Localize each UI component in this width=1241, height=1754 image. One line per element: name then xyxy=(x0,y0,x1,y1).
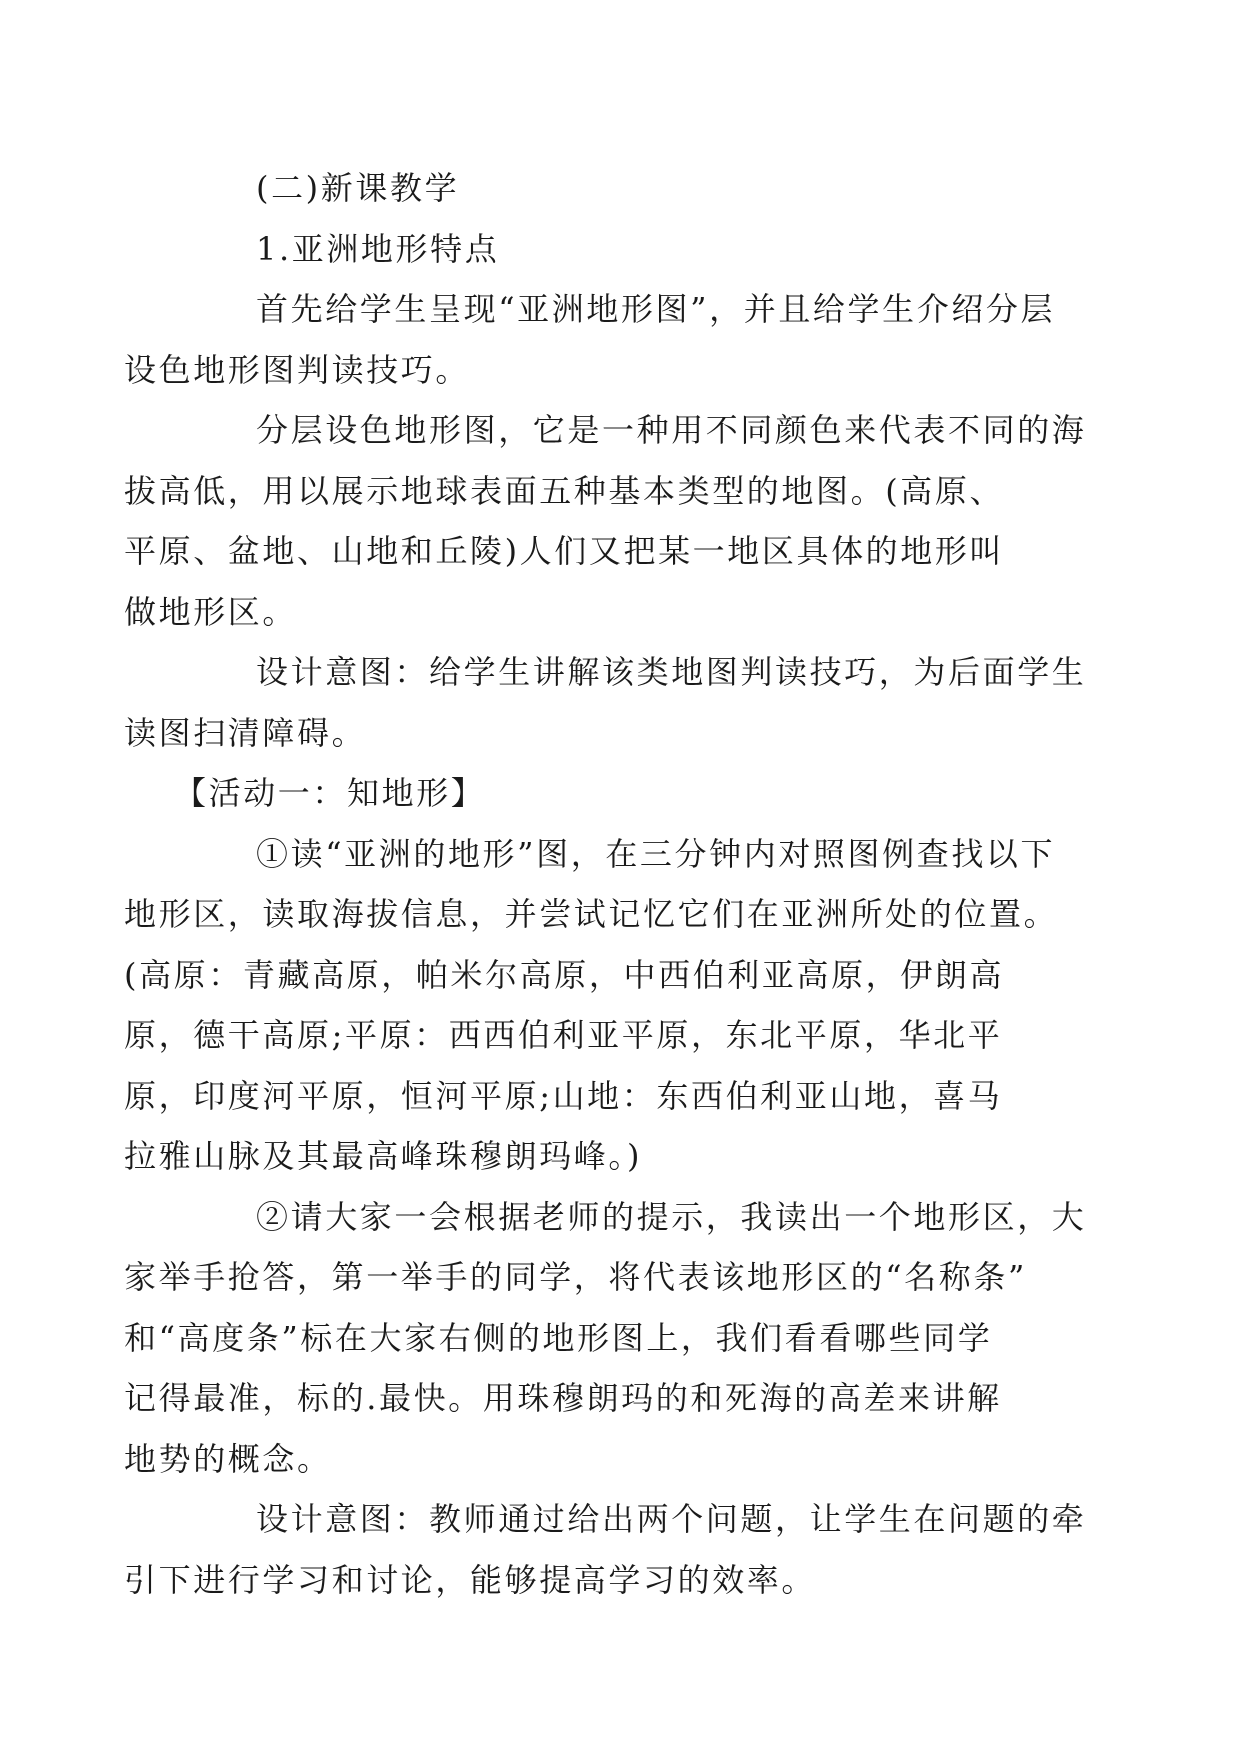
paragraph-line: 做地形区。 xyxy=(124,592,298,631)
paragraph-line: 地形区，读取海拔信息，并尝试记忆它们在亚洲所处的位置。 xyxy=(124,895,1059,933)
paragraph-design-intent-1 xyxy=(124,642,1087,763)
paragraph-line: ①读“亚洲的地形”图，在三分钟内对照图例查找以下 xyxy=(256,834,1056,873)
paragraph-intro xyxy=(124,279,1056,400)
paragraph-line: 原，印度河平原，恒河平原;山地：东西伯利亚山地，喜马 xyxy=(124,1076,1003,1115)
paragraph-line: 家举手抢答，第一举手的同学，将代表该地形区的“名称条” xyxy=(124,1258,1027,1296)
paragraph-activity-step-1 xyxy=(124,824,1059,1187)
paragraph-design-intent-2 xyxy=(124,1489,1087,1610)
paragraph-line: 平原、盆地、山地和丘陵)人们又把某一地区具体的地形叫 xyxy=(124,532,1005,570)
paragraph-line: 地势的概念。 xyxy=(124,1439,332,1478)
paragraph-layered-map xyxy=(124,400,1087,642)
paragraph-line: ②请大家一会根据老师的提示，我读出一个地形区，大 xyxy=(256,1197,1087,1236)
paragraph-line: 和“高度条”标在大家右侧的地形图上，我们看看哪些同学 xyxy=(124,1318,993,1357)
paragraph-activity-step-2 xyxy=(124,1187,1087,1490)
paragraph-line: 引下进行学习和讨论，能够提高学习的效率。 xyxy=(124,1560,817,1599)
subheading: 1.亚洲地形特点 xyxy=(256,229,500,268)
paragraph-line: 拉雅山脉及其最高峰珠穆朗玛峰。) xyxy=(124,1137,643,1175)
paragraph-line: 首先给学生呈现“亚洲地形图”，并且给学生介绍分层 xyxy=(256,290,1056,328)
paragraph-line: 设计意图：给学生讲解该类地图判读技巧，为后面学生 xyxy=(256,653,1087,691)
section-heading: (二)新课教学 xyxy=(256,169,460,207)
paragraph-line: 分层设色地形图，它是一种用不同颜色来代表不同的海 xyxy=(256,411,1087,449)
activity-heading xyxy=(174,763,1050,824)
paragraph-line: 设色地形图判读技巧。 xyxy=(124,350,471,389)
paragraph-line: 设计意图：教师通过给出两个问题，让学生在问题的牵 xyxy=(256,1500,1087,1538)
document-body xyxy=(124,158,1087,1610)
paragraph-line: 拔高低，用以展示地球表面五种基本类型的地图。(高原、 xyxy=(124,471,1005,510)
paragraph-line: 记得最准，标的.最快。用珠穆朗玛的和死海的高差来讲解 xyxy=(124,1379,1002,1417)
paragraph-line: 原，德干高原;平原：西西伯利亚平原，东北平原，华北平 xyxy=(124,1016,1003,1054)
paragraph-line: (高原：青藏高原，帕米尔高原，中西伯利亚高原，伊朗高 xyxy=(124,955,1005,994)
paragraph-line: 读图扫清障碍。 xyxy=(124,713,367,752)
paragraph-line: 【活动一：知地形】 xyxy=(174,774,486,812)
